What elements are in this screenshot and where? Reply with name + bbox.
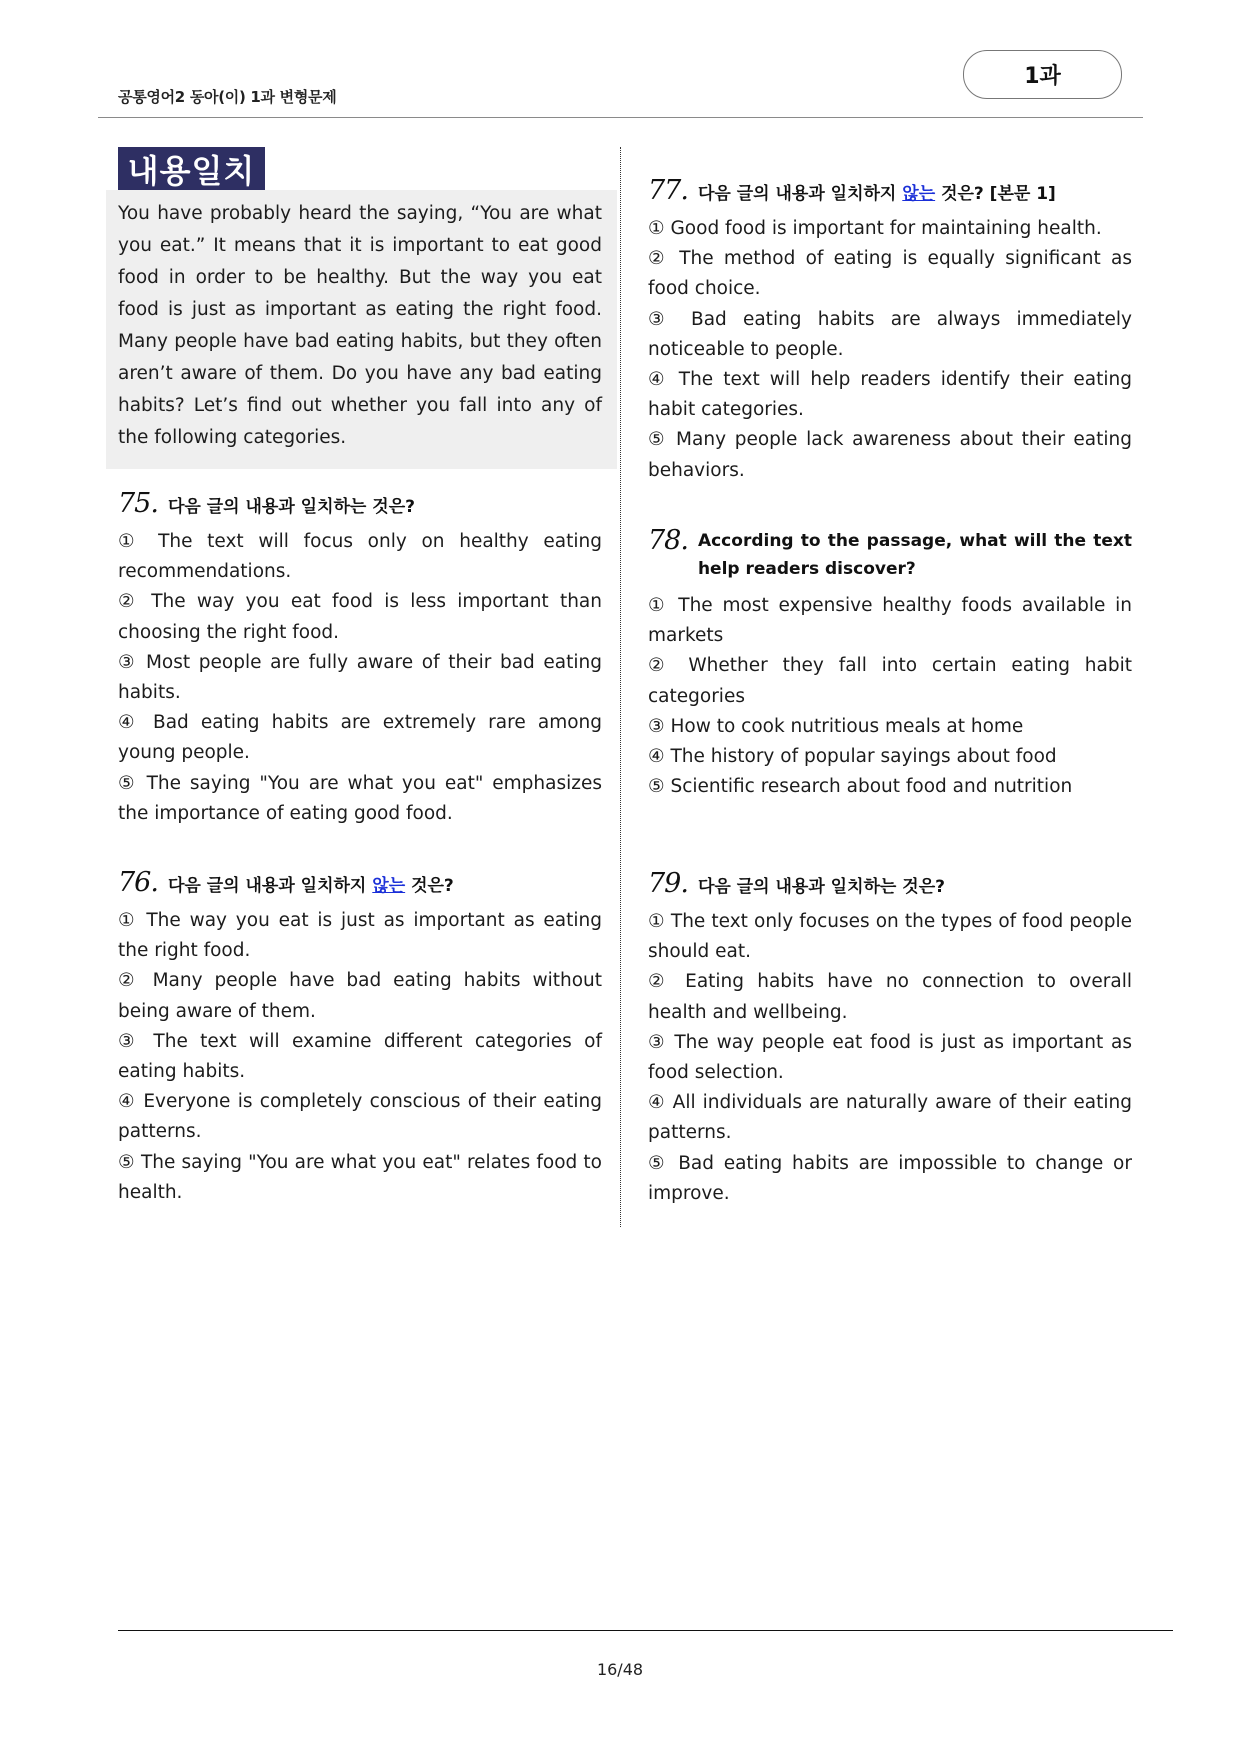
question-prompt: 다음 글의 내용과 일치하는 것은?	[167, 497, 415, 517]
negation-emphasis: 않는	[902, 184, 936, 204]
header-divider	[98, 117, 1143, 118]
option-2[interactable]: ② The way you eat food is less important than choosing the right food.	[118, 591, 602, 643]
option-5[interactable]: ⑤ Bad eating habits are impossible to change or improve.	[648, 1152, 1132, 1204]
question-prompt	[168, 871, 454, 896]
question-prompt: 다음 글의 내용과 일치하는 것은?	[697, 877, 945, 897]
option-3[interactable]: ③ Bad eating habits are always immediately noticeable to people.	[648, 308, 1132, 360]
footer-divider	[118, 1630, 1173, 1631]
option-1[interactable]: ① The text only focuses on the types of food people should eat.	[648, 911, 1132, 963]
question-75	[118, 488, 602, 829]
passage-text: You have probably heard the saying, “You are what you eat.” It means that it is important to eat good food in order to be healthy. But the way you eat food is just as important as eating the right food. Many people have bad eating habits, but they often aren’t aware of them. Do you have any bad eating habits? Let’s find out whether you fall into any of the following categories.	[118, 203, 602, 448]
question-header	[648, 175, 1132, 206]
question-number: 79.	[648, 868, 688, 899]
prompt-text-end: 것은?	[411, 876, 454, 896]
negation-emphasis: 않는	[372, 876, 406, 896]
question-prompt: According to the passage, what will the text help readers discover?	[697, 531, 1132, 579]
option-1[interactable]: ① Good food is important for maintaining health.	[648, 218, 1102, 239]
column-divider	[620, 147, 621, 1227]
question-number: 76.	[118, 867, 158, 898]
question-76	[118, 867, 602, 1208]
option-5[interactable]: ⑤ The saying "You are what you eat" relates food to health.	[118, 1151, 602, 1203]
question-number: 78.	[648, 525, 688, 556]
option-1[interactable]: ① The most expensive healthy foods available in markets	[648, 595, 1132, 647]
prompt-text: 다음 글의 내용과 일치하지	[697, 184, 897, 204]
option-4[interactable]: ④ The history of popular sayings about food	[648, 746, 1057, 768]
question-78	[648, 525, 1132, 802]
options-list	[118, 906, 602, 1208]
option-4[interactable]: ④ Everyone is completely conscious of their eating patterns.	[118, 1091, 602, 1143]
question-header	[648, 868, 1132, 899]
page-number: 16/48	[596, 1660, 644, 1679]
option-1[interactable]: ① The text will focus only on healthy eating recommendations.	[118, 531, 602, 583]
question-header	[648, 525, 1132, 583]
option-3[interactable]: ③ Most people are fully aware of their bad eating habits.	[118, 651, 602, 704]
question-number: 75.	[118, 488, 158, 519]
question-header	[118, 488, 602, 519]
option-2[interactable]: ② Many people have bad eating habits without being aware of them.	[118, 970, 602, 1022]
question-number: 77.	[648, 175, 688, 206]
prompt-text: 다음 글의 내용과 일치하지	[167, 876, 367, 896]
option-5[interactable]: ⑤ The saying "You are what you eat" emphasizes the importance of eating good food.	[118, 772, 602, 824]
document-title: 공통영어2 동아(이) 1과 변형문제	[118, 88, 337, 106]
option-2[interactable]: ② The method of eating is equally significant as food choice.	[648, 248, 1132, 300]
option-3[interactable]: ③ How to cook nutritious meals at home	[648, 715, 1024, 737]
option-3[interactable]: ③ The way people eat food is just as important as food selection.	[648, 1031, 1132, 1084]
prompt-text-end: 것은? [본문 1]	[941, 184, 1056, 204]
question-header	[118, 867, 602, 898]
option-2[interactable]: ② Eating habits have no connection to overall health and wellbeing.	[648, 971, 1132, 1023]
question-77	[648, 175, 1132, 486]
option-4[interactable]: ④ The text will help readers identify their eating habit categories.	[648, 369, 1132, 421]
option-2[interactable]: ② Whether they fall into certain eating habit categories	[648, 655, 1132, 707]
question-79	[648, 868, 1132, 1209]
option-4[interactable]: ④ Bad eating habits are extremely rare among young people.	[118, 712, 602, 764]
options-list	[648, 591, 1132, 802]
option-1[interactable]: ① The way you eat is just as important as eating the right food.	[118, 910, 602, 962]
options-list	[648, 907, 1132, 1209]
question-prompt	[698, 179, 1056, 204]
lesson-badge: 1과	[963, 50, 1122, 99]
option-3[interactable]: ③ The text will examine different categories of eating habits.	[118, 1030, 602, 1083]
option-5[interactable]: ⑤ Scientific research about food and nutrition	[648, 776, 1073, 798]
section-tag: 내용일치	[118, 147, 265, 190]
options-list	[648, 214, 1132, 486]
options-list	[118, 527, 602, 829]
option-5[interactable]: ⑤ Many people lack awareness about their eating behaviors.	[648, 429, 1132, 481]
option-4[interactable]: ④ All individuals are naturally aware of their eating patterns.	[648, 1092, 1132, 1144]
